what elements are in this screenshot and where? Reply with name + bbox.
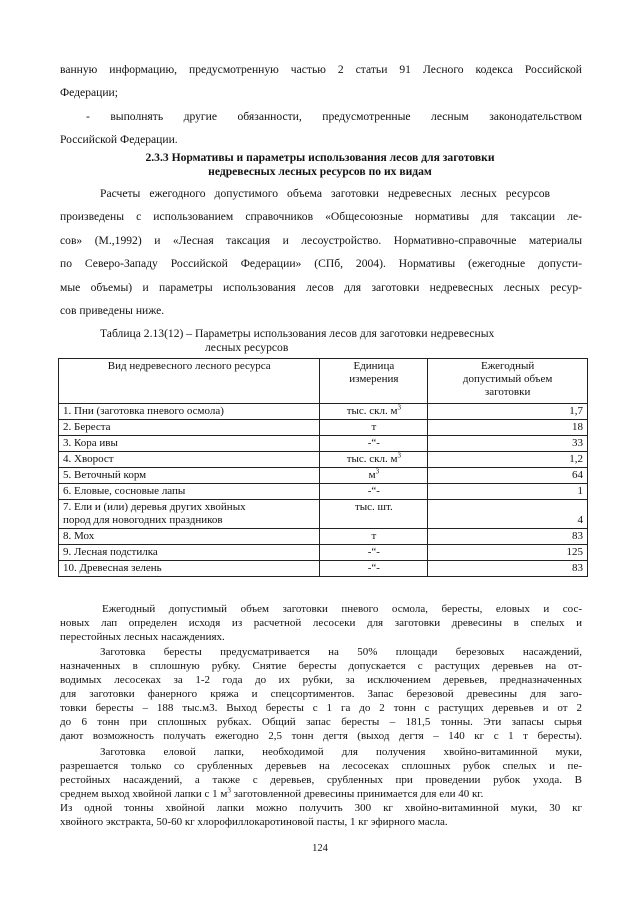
- para3-line-1: Заготовка бересты предусматривается на 50% площади березовых насаждений,: [100, 646, 582, 658]
- row-name: 3. Кора ивы: [59, 436, 320, 452]
- row-value: 64: [428, 468, 588, 484]
- para4-line-1: Заготовка еловой лапки, необходимой для получения хвойно-витаминной муки,: [100, 746, 582, 758]
- para1-line-5: мые объемы) и параметры использования лесов для заготовки недревесных лесных ресур-: [60, 281, 582, 294]
- para1-line-3: сов» (М.,1992) и «Лесная таксация и лесоустройство. Нормативно-справочные материалы: [60, 234, 582, 247]
- para4-line-2: разрешается только со срубленных деревьев на лесосеках сплошных рубок спелых и пе-: [60, 760, 582, 772]
- row-value: 1: [428, 484, 588, 500]
- intro-line-3: - выполнять другие обязанности, предусмотренные лесным законодательством: [86, 110, 582, 123]
- row-unit: т: [320, 529, 428, 545]
- para3-line-2: назначенных в сплошную рубку. Снятие бересты допускается с растущих деревьев на от-: [60, 660, 582, 672]
- table-header-row: [59, 359, 588, 404]
- row-name: 10. Древесная зелень: [59, 561, 320, 577]
- table-row: [59, 500, 588, 529]
- para3-line-5: товки бересты – 188 тыс.м3. Выход бересты с 1 га до 2 тонн с растущих деревьев и от 2: [60, 702, 582, 714]
- table-row: [59, 484, 588, 500]
- row-unit: -“-: [320, 561, 428, 577]
- table-row: [59, 561, 588, 577]
- row-name: 8. Мох: [59, 529, 320, 545]
- table-row: [59, 468, 588, 484]
- table-row: [59, 545, 588, 561]
- row-name: 7. Ели и (или) деревья других хвойных пород для новогодних праздников: [59, 500, 320, 529]
- row-name: 9. Лесная подстилка: [59, 545, 320, 561]
- para2-line-2: новых лап определен исходя из расчетной лесосеки для заготовки древесины в спелых и: [60, 617, 582, 629]
- para4-line-4: среднем выход хвойной лапки с 1 $м^3$ заготовленной древесины принимается для ели 40 кг.: [60, 786, 484, 800]
- para1-line-1: Расчеты ежегодного допустимого объема заготовки недревесных лесных ресурсов: [100, 187, 550, 200]
- table-caption-line-1: Таблица 2.13(12) – Параметры использования лесов для заготовки недревесных: [100, 327, 495, 340]
- row-unit: тыс. скл. $м^3$: [320, 452, 428, 468]
- header-volume: Ежегодный допустимый объем заготовки: [428, 359, 588, 404]
- para2-line-1: Ежегодный допустимый объем заготовки пневого осмола, бересты, еловых и сос-: [102, 603, 582, 615]
- row-value: 83: [428, 529, 588, 545]
- row-unit: $м^3$: [320, 468, 428, 484]
- para3-line-7: дают возможность получать ежегодно 2,5 тонн дегтя (выход дегтя – 140 кг с 1 т бересты).: [60, 730, 582, 742]
- row-value: 83: [428, 561, 588, 577]
- row-value: 1,7: [428, 404, 588, 420]
- row-unit: т: [320, 420, 428, 436]
- section-title-line-1: 2.3.3 Нормативы и параметры использования лесов для заготовки: [145, 151, 495, 164]
- para1-line-4: по Северо-Западу Российской Федерации» (СПб, 2004). Нормативы (ежегодные допусти-: [60, 257, 582, 270]
- row-name: 4. Хворост: [59, 452, 320, 468]
- table-row: [59, 436, 588, 452]
- page-number: 124: [312, 843, 328, 854]
- row-name: 2. Береста: [59, 420, 320, 436]
- row-name: 6. Еловые, сосновые лапы: [59, 484, 320, 500]
- row-name: 5. Веточный корм: [59, 468, 320, 484]
- para4-line-6: хвойного экстракта, 50-60 кг хлорофиллокаротиновой пасты, 1 кг эфирного масла.: [60, 816, 448, 828]
- table-row: [59, 529, 588, 545]
- header-unit: Единица измерения: [320, 359, 428, 404]
- para3-line-6: до 6 тонн при сплошных рубках. Общий запас бересты – 181,5 тонны. Эти запасы сырья: [60, 716, 582, 728]
- row-unit: -“-: [320, 436, 428, 452]
- row-unit: тыс. шт.: [320, 500, 428, 529]
- row-unit: тыс. скл. $м^3$: [320, 404, 428, 420]
- row-value: 18: [428, 420, 588, 436]
- para1-line-2: произведены с использованием справочников «Общесоюзные нормативы для таксации ле-: [60, 210, 582, 223]
- row-unit: -“-: [320, 484, 428, 500]
- table-row: [59, 452, 588, 468]
- table-caption-line-2: лесных ресурсов: [205, 341, 289, 354]
- para3-line-3: водимых лесосеках за 1-2 года до их рубки, за исключением деревьев, предназначенных: [60, 674, 582, 686]
- intro-line-4: Российской Федерации.: [60, 133, 178, 146]
- table-row: [59, 420, 588, 436]
- para1-line-6: сов приведены ниже.: [60, 304, 165, 317]
- intro-line-2: Федерации;: [60, 86, 118, 99]
- para4-line-3: рестойных насаждений, а также с деревьев, срубленных при проведении рубок ухода. В: [60, 774, 582, 786]
- para3-line-4: для заготовки фанерного кряжа и спецсортиментов. Запас березовой древесины для заго-: [60, 688, 582, 700]
- row-value: 4: [428, 500, 588, 529]
- resources-table: [58, 358, 588, 577]
- header-resource: Вид недревесного лесного ресурса: [59, 359, 320, 404]
- row-value: 1,2: [428, 452, 588, 468]
- table-row: [59, 404, 588, 420]
- para2-line-3: перестойных лесных насаждениях.: [60, 631, 225, 643]
- row-value: 33: [428, 436, 588, 452]
- row-value: 125: [428, 545, 588, 561]
- row-unit: -“-: [320, 545, 428, 561]
- intro-line-1: ванную информацию, предусмотренную частью 2 статьи 91 Лесного кодекса Российской: [60, 63, 582, 76]
- para4-line-5: Из одной тонны хвойной лапки можно получить 300 кг хвойно-витаминной муки, 30 кг: [60, 802, 582, 814]
- row-name: 1. Пни (заготовка пневого осмола): [59, 404, 320, 420]
- section-title-line-2: недревесных лесных ресурсов по их видам: [208, 165, 432, 178]
